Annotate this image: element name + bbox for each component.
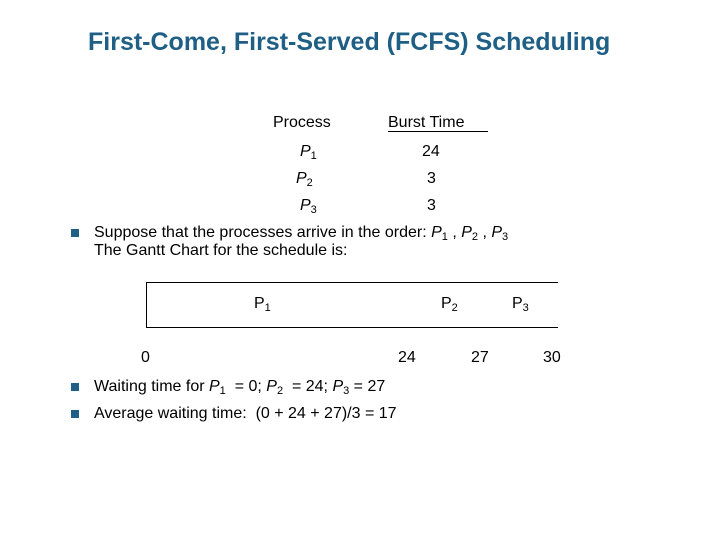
slide-title: First-Come, First-Served (FCFS) Scheduling (88, 28, 611, 56)
gantt-bar-label: $P_1$ (254, 295, 271, 314)
table-header-process: Process (273, 114, 331, 131)
gantt-bar-label: $P_2$ (441, 295, 458, 314)
bullet-marker (71, 229, 79, 237)
waiting-time-text: Waiting time for $P_1 = 0$; $P_2 = 24$; $P_3 = 27$ (94, 378, 386, 397)
gantt-chart (146, 282, 558, 328)
gantt-intro-text: The Gantt Chart for the schedule is: (94, 242, 348, 259)
bullet-marker (71, 383, 79, 391)
bullet-marker (71, 410, 79, 418)
table-row-process: $P_1$ (300, 143, 317, 162)
gantt-bar-label: $P_3$ (512, 295, 529, 314)
gantt-tick-label: 27 (471, 349, 489, 366)
average-waiting-text: Average waiting time: (0 + 24 + 27)/3 = 17 (94, 405, 397, 422)
table-header-burst: Burst Time (388, 114, 488, 132)
gantt-tick-label: 30 (543, 349, 561, 366)
table-row-process: $P_2$ (296, 170, 313, 189)
table-row-process: $P_3$ (300, 197, 317, 216)
table-row-burst: 3 (427, 197, 436, 214)
table-row-burst: 24 (422, 143, 440, 160)
gantt-tick-label: 0 (141, 349, 150, 366)
table-row-burst: 3 (427, 170, 436, 187)
gantt-tick-label: 24 (398, 349, 416, 366)
arrival-order-text: Suppose that the processes arrive in the order: $P_1$ , $P_2$ , $P_3$ (94, 224, 509, 243)
